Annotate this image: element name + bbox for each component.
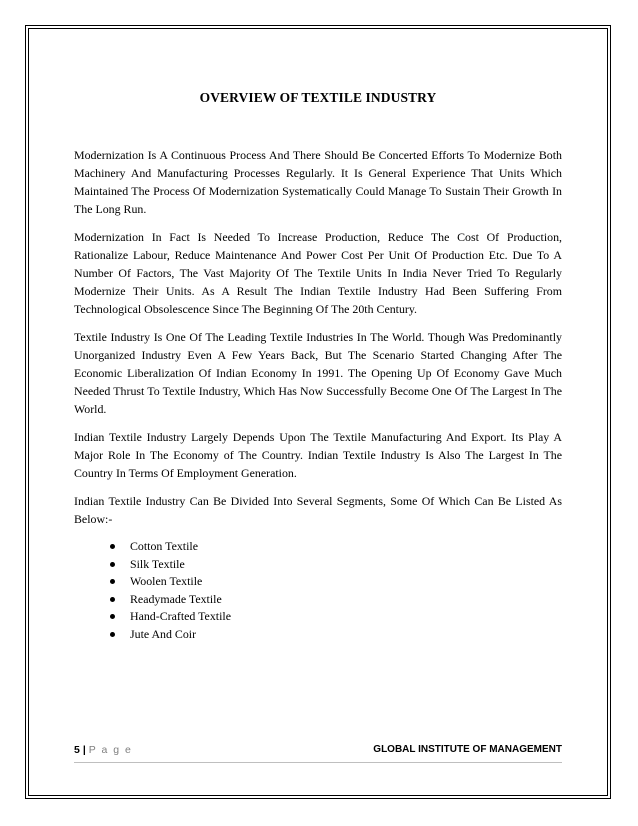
bullet-icon (110, 614, 115, 619)
page-label: P a g e (88, 744, 133, 756)
page-footer (74, 742, 562, 763)
page-number: 5 (74, 744, 80, 756)
list-item (110, 556, 562, 574)
list-item (110, 538, 562, 556)
bullet-icon (110, 562, 115, 567)
page-content (74, 90, 562, 643)
paragraph-modernization-intro: Modernization Is A Continuous Process And There Should Be Concerted Efforts To Modernize Both Machinery And Manufacturing Processes Regularly. It Is General Experience That Units Which Maintained The Process Of Modernization Systematically Could Manage To Sustain Their Growth In The Long Run. (74, 148, 562, 216)
list-item-label: Cotton Textile (130, 539, 198, 553)
paragraph-modernization-need: Modernization In Fact Is Needed To Increase Production, Reduce The Cost Of Production, Rationalize Labour, Reduce Maintenance And Power Cost Per Unit Of Production Etc. Due To A Number Of Factors, The Vast Majority Of The Textile Units In India Never Tried To Regularly Modernize Their Units. As A Result The Indian Textile Industry Had Been Suffering From Technological Obsolescence Since The Beginning Of The 20th Century. (74, 230, 562, 316)
list-item (110, 608, 562, 626)
list-item (110, 591, 562, 609)
list-item-label: Woolen Textile (130, 574, 203, 588)
segments-list (74, 538, 562, 643)
list-item-label: Hand-Crafted Textile (130, 609, 231, 623)
footer-separator: | (82, 744, 86, 756)
bullet-icon (110, 544, 115, 549)
page-number-block (74, 744, 132, 756)
paragraph-textile-industry: Textile Industry Is One Of The Leading Textile Industries In The World. Though Was Predominantly Unorganized Industry Even A Few Years Back, But The Scenario Started Changing After The Economic Liberalization Of Indian Economy In 1991. The Opening Up Of Economy Gave Much Needed Thrust To Textile Industry, Which Has Now Successfully Become One Of The Largest In The World. (74, 330, 562, 416)
paragraph-segments-intro: Indian Textile Industry Can Be Divided Into Several Segments, Some Of Which Can Be Listed As Below:- (74, 494, 562, 526)
bullet-icon (110, 597, 115, 602)
list-item-label: Jute And Coir (130, 626, 197, 641)
document-title: OVERVIEW OF TEXTILE INDUSTRY (199, 90, 437, 105)
list-item (110, 626, 562, 644)
institute-name: GLOBAL INSTITUTE OF MANAGEMENT (373, 744, 562, 755)
list-item-label: Readymade Textile (130, 591, 222, 606)
bullet-icon (110, 579, 115, 584)
list-item (110, 573, 562, 591)
paragraph-indian-textile: Indian Textile Industry Largely Depends Upon The Textile Manufacturing And Export. Its Play A Major Role In The Economy of The Country. Indian Textile Industry Is Also The Largest In The Country In Terms Of Employment Generation. (74, 430, 562, 480)
list-item-label: Silk Textile (130, 556, 185, 571)
bullet-icon (110, 632, 115, 637)
